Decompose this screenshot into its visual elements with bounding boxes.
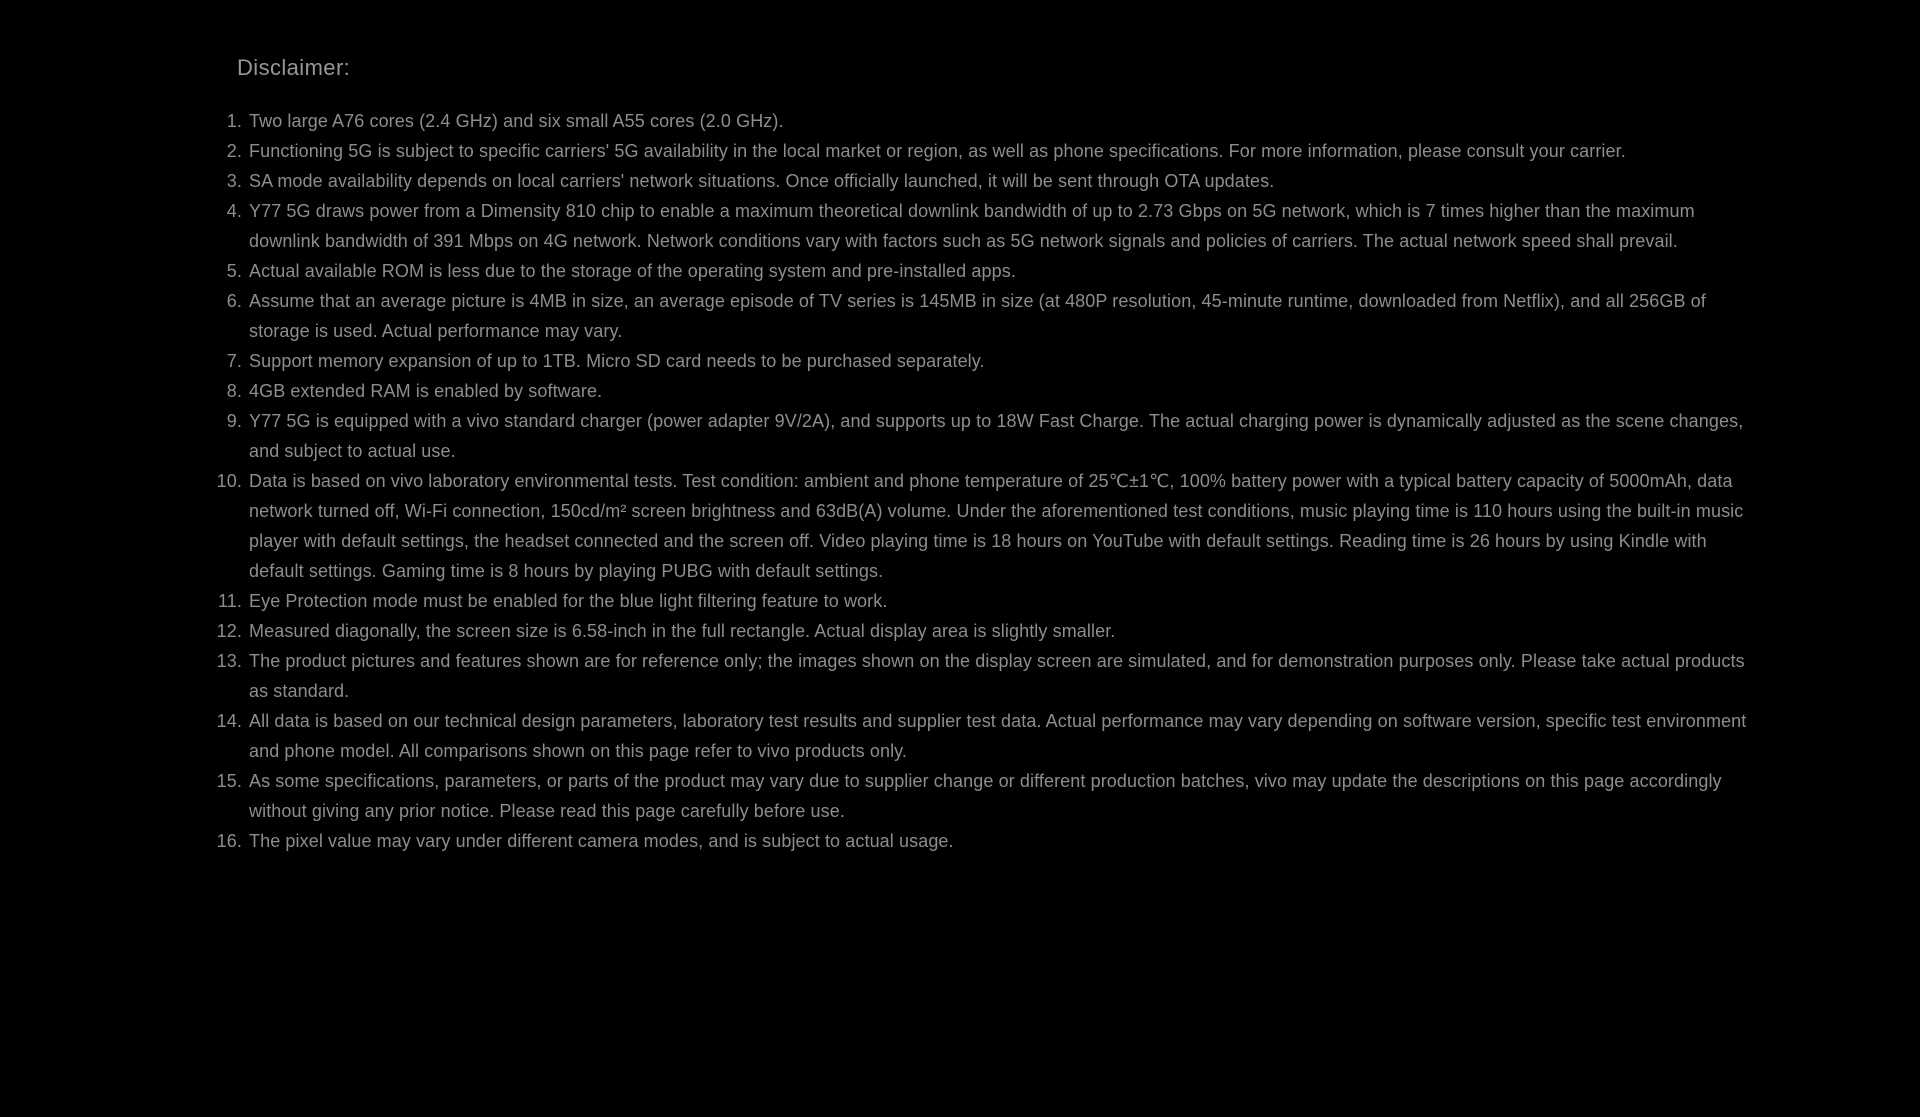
disclaimer-item: The product pictures and features shown are for reference only; the images shown on the display screen are simulated, and for demonstration purposes only. Please take actual products as standard.	[249, 651, 1745, 701]
disclaimer-item: The pixel value may vary under different camera modes, and is subject to actual usage.	[249, 831, 954, 851]
disclaimer-item: 4GB extended RAM is enabled by software.	[249, 381, 603, 401]
disclaimer-item: Actual available ROM is less due to the storage of the operating system and pre-installed apps.	[249, 261, 1016, 281]
disclaimer-content	[228, 54, 1750, 856]
disclaimer-item: SA mode availability depends on local carriers' network situations. Once officially launched, it will be sent through OTA updates.	[249, 171, 1275, 191]
disclaimer-item: All data is based on our technical design parameters, laboratory test results and supplier test data. Actual performance may vary depending on software version, specific test environment and phone model. All comparisons shown on this page refer to vivo products only.	[249, 711, 1747, 761]
disclaimer-item: Data is based on vivo laboratory environmental tests. Test condition: ambient and phone temperature of 25℃±1℃, 100% battery power with a typical battery capacity of 5000mAh, data network turned off, Wi-Fi connection, 150cd/m² screen brightness and 63dB(A) volume. Under the aforementioned test conditions, music playing time is 110 hours using the built-in music player with default settings, the headset connected and the screen off. Video playing time is 18 hours on YouTube with default settings. Reading time is 26 hours by using Kindle with default settings. Gaming time is 8 hours by playing PUBG with default settings.	[249, 471, 1744, 581]
disclaimer-item: Y77 5G draws power from a Dimensity 810 chip to enable a maximum theoretical downlink bandwidth of up to 2.73 Gbps on 5G network, which is 7 times higher than the maximum downlink bandwidth of 391 Mbps on 4G network. Network conditions vary with factors such as 5G network signals and policies of carriers. The actual network speed shall prevail.	[249, 201, 1695, 251]
disclaimer-item: As some specifications, parameters, or parts of the product may vary due to supplier change or different production batches, vivo may update the descriptions on this page accordingly without giving any prior notice. Please read this page carefully before use.	[249, 771, 1722, 821]
disclaimer-item: Two large A76 cores (2.4 GHz) and six small A55 cores (2.0 GHz).	[249, 111, 784, 131]
disclaimer-item: Support memory expansion of up to 1TB. Micro SD card needs to be purchased separately.	[249, 351, 985, 371]
disclaimer-item: Assume that an average picture is 4MB in size, an average episode of TV series is 145MB in size (at 480P resolution, 45-minute runtime, downloaded from Netflix), and all 256GB of storage is used. Actual performance may vary.	[249, 291, 1706, 341]
disclaimer-list	[228, 106, 1750, 856]
disclaimer-item: Measured diagonally, the screen size is 6.58-inch in the full rectangle. Actual display area is slightly smaller.	[249, 621, 1116, 641]
page-title: Disclaimer:	[237, 55, 351, 80]
disclaimer-item: Y77 5G is equipped with a vivo standard charger (power adapter 9V/2A), and supports up to 18W Fast Charge. The actual charging power is dynamically adjusted as the scene changes, and subject to actual use.	[249, 411, 1744, 461]
disclaimer-item: Functioning 5G is subject to specific carriers' 5G availability in the local market or region, as well as phone specifications. For more information, please consult your carrier.	[249, 141, 1626, 161]
disclaimer-item: Eye Protection mode must be enabled for the blue light filtering feature to work.	[249, 591, 888, 611]
